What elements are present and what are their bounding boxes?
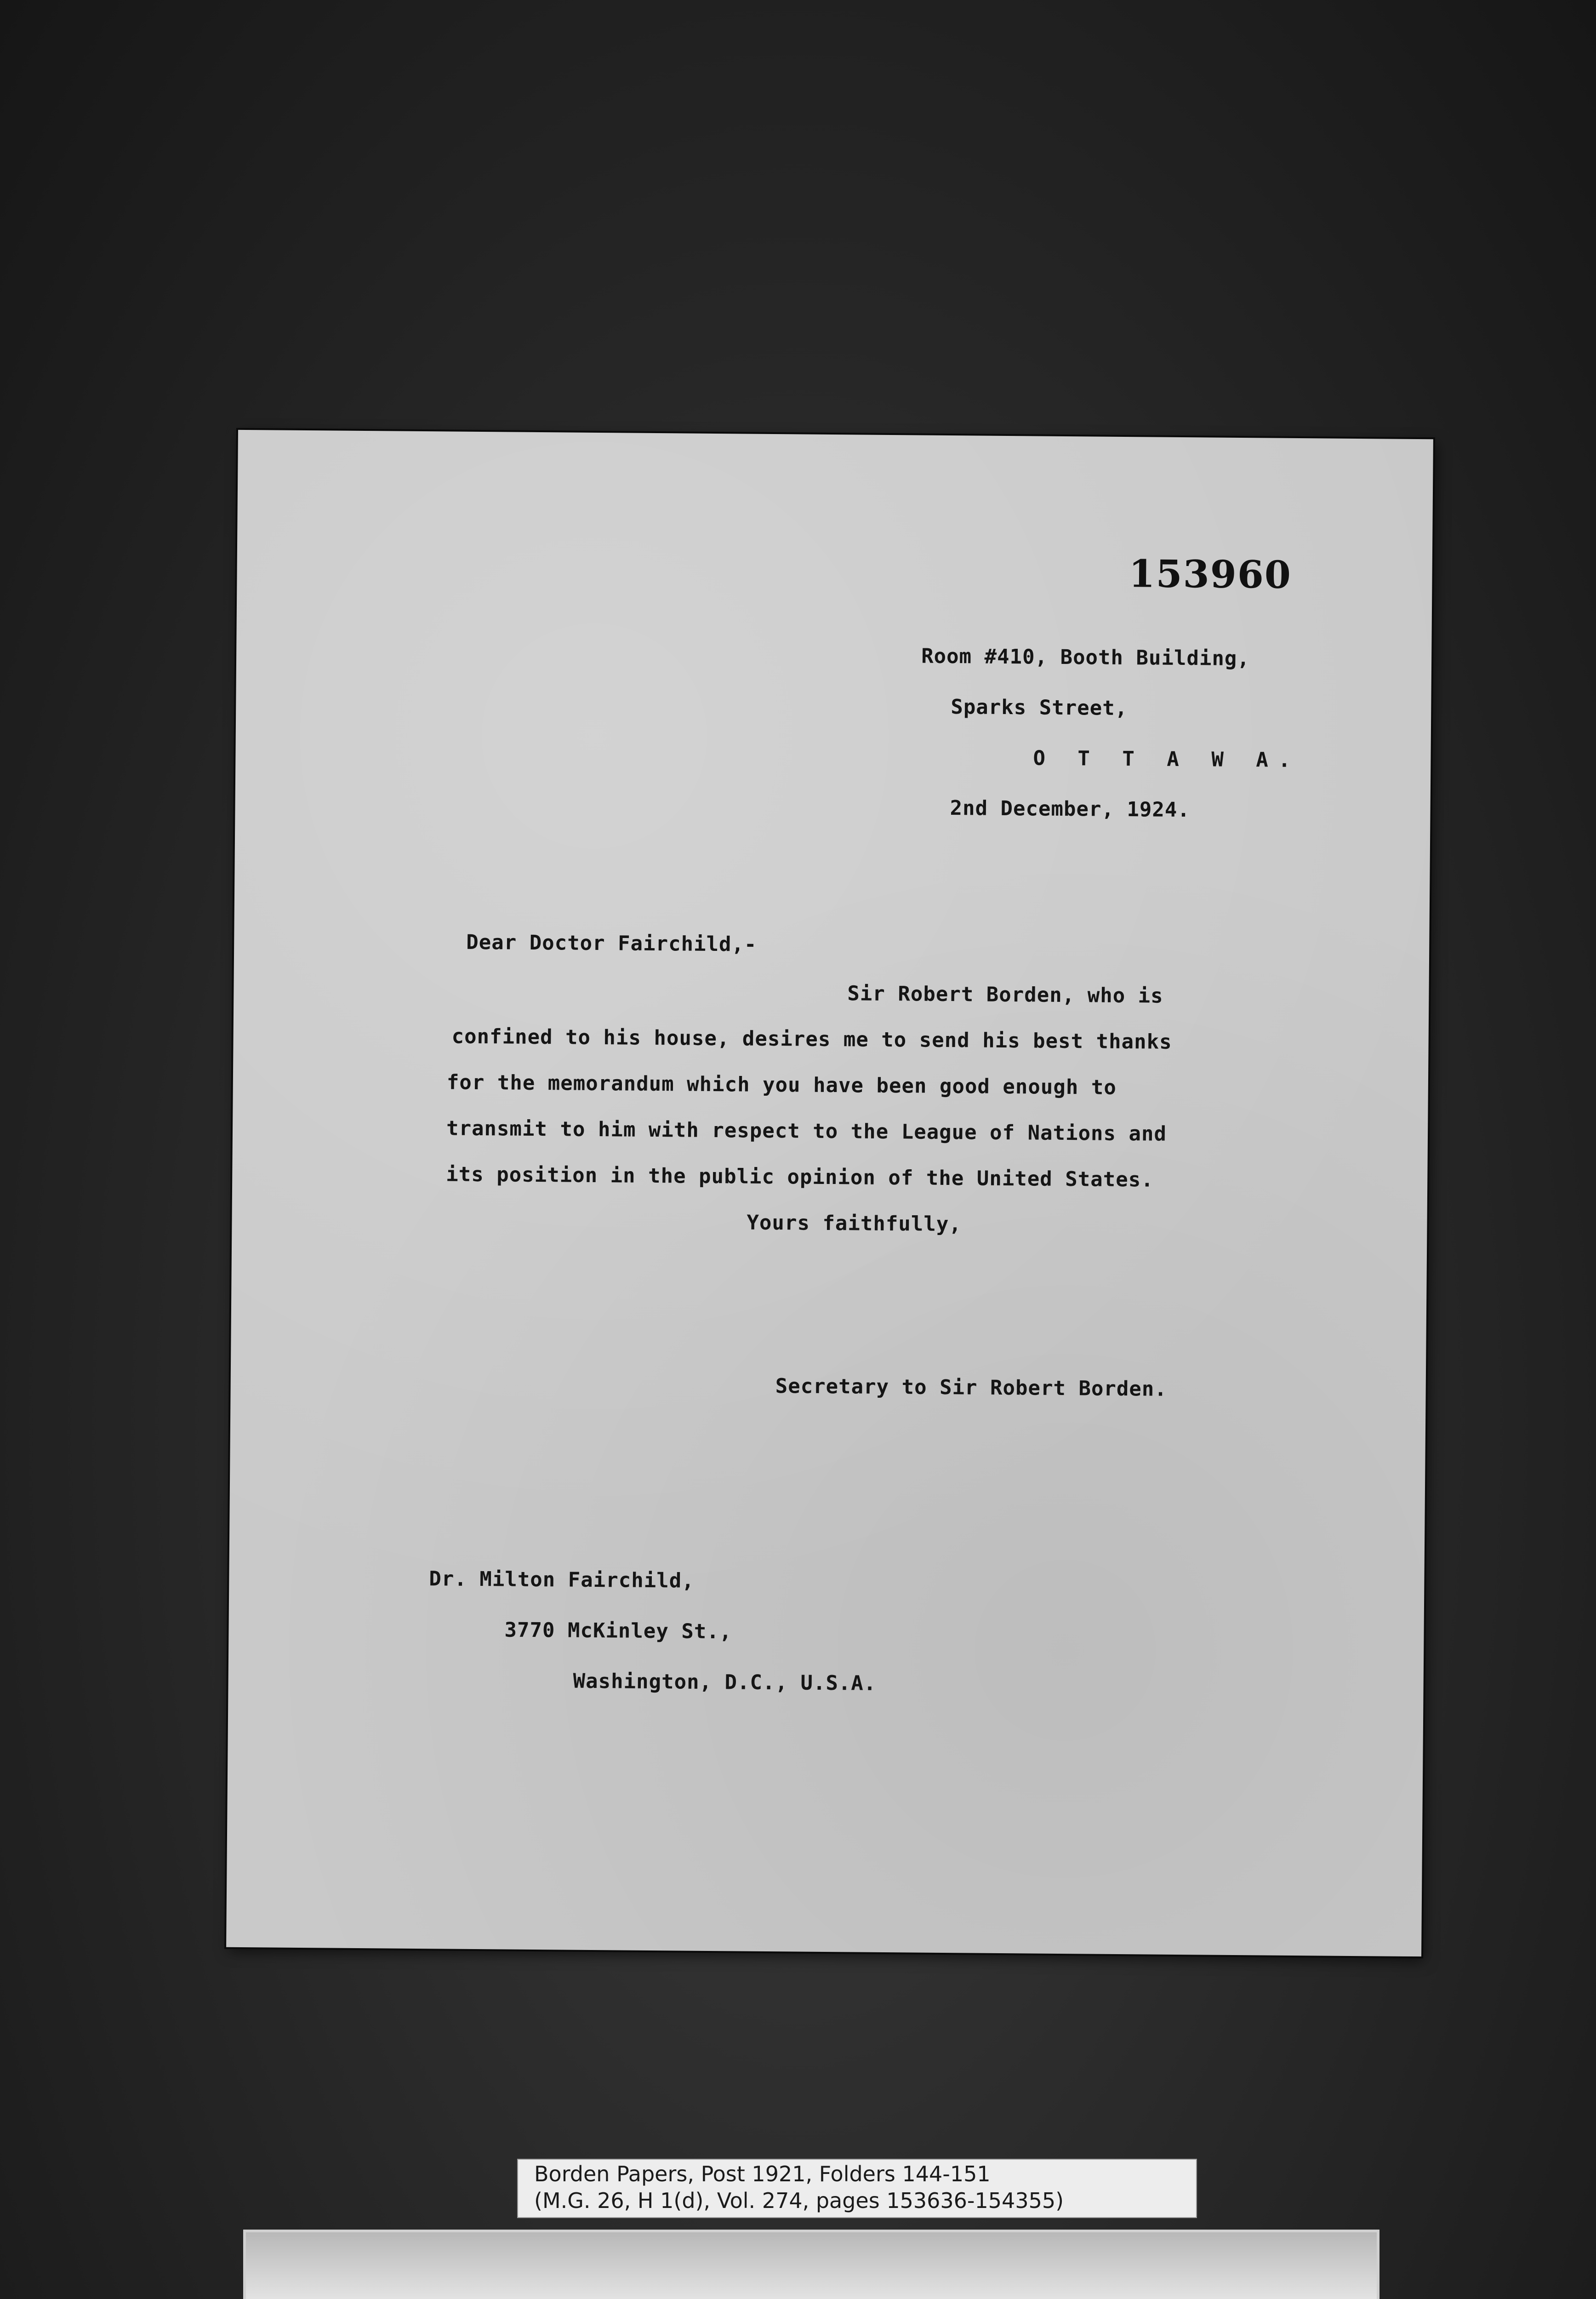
salutation: Dear Doctor Fairchild,- bbox=[466, 930, 757, 956]
recipient-line: 3770 McKinley St., bbox=[504, 1618, 732, 1644]
letter-date: 2nd December, 1924. bbox=[950, 796, 1191, 822]
archives-card bbox=[246, 2232, 1377, 2299]
body-line: Sir Robert Borden, who is bbox=[847, 982, 1163, 1008]
body-line: for the memorandum which you have been good enough to bbox=[446, 1070, 1117, 1099]
body-line: confined to his house, desires me to send his best thanks bbox=[451, 1024, 1172, 1054]
address-line: O T T A W A. bbox=[1033, 746, 1301, 772]
citation-line: (M.G. 26, H 1(d), Vol. 274, pages 153636-154355) bbox=[534, 2188, 1064, 2213]
document-number: 153960 bbox=[1129, 552, 1292, 597]
address-line: Sparks Street, bbox=[951, 695, 1128, 721]
address-line: Room #410, Booth Building, bbox=[921, 644, 1250, 671]
closing: Yours faithfully, bbox=[747, 1211, 962, 1236]
body-line: its position in the public opinion of the United States. bbox=[446, 1162, 1154, 1192]
letter-sheet bbox=[226, 430, 1433, 1956]
body-line: transmit to him with respect to the League of Nations and bbox=[446, 1116, 1167, 1146]
recipient-line: Dr. Milton Fairchild, bbox=[429, 1567, 695, 1593]
citation-slip bbox=[517, 2159, 1197, 2218]
signature-line: Secretary to Sir Robert Borden. bbox=[775, 1374, 1168, 1401]
citation-line: Borden Papers, Post 1921, Folders 144-151 bbox=[534, 2162, 991, 2186]
recipient-line: Washington, D.C., U.S.A. bbox=[573, 1669, 877, 1695]
